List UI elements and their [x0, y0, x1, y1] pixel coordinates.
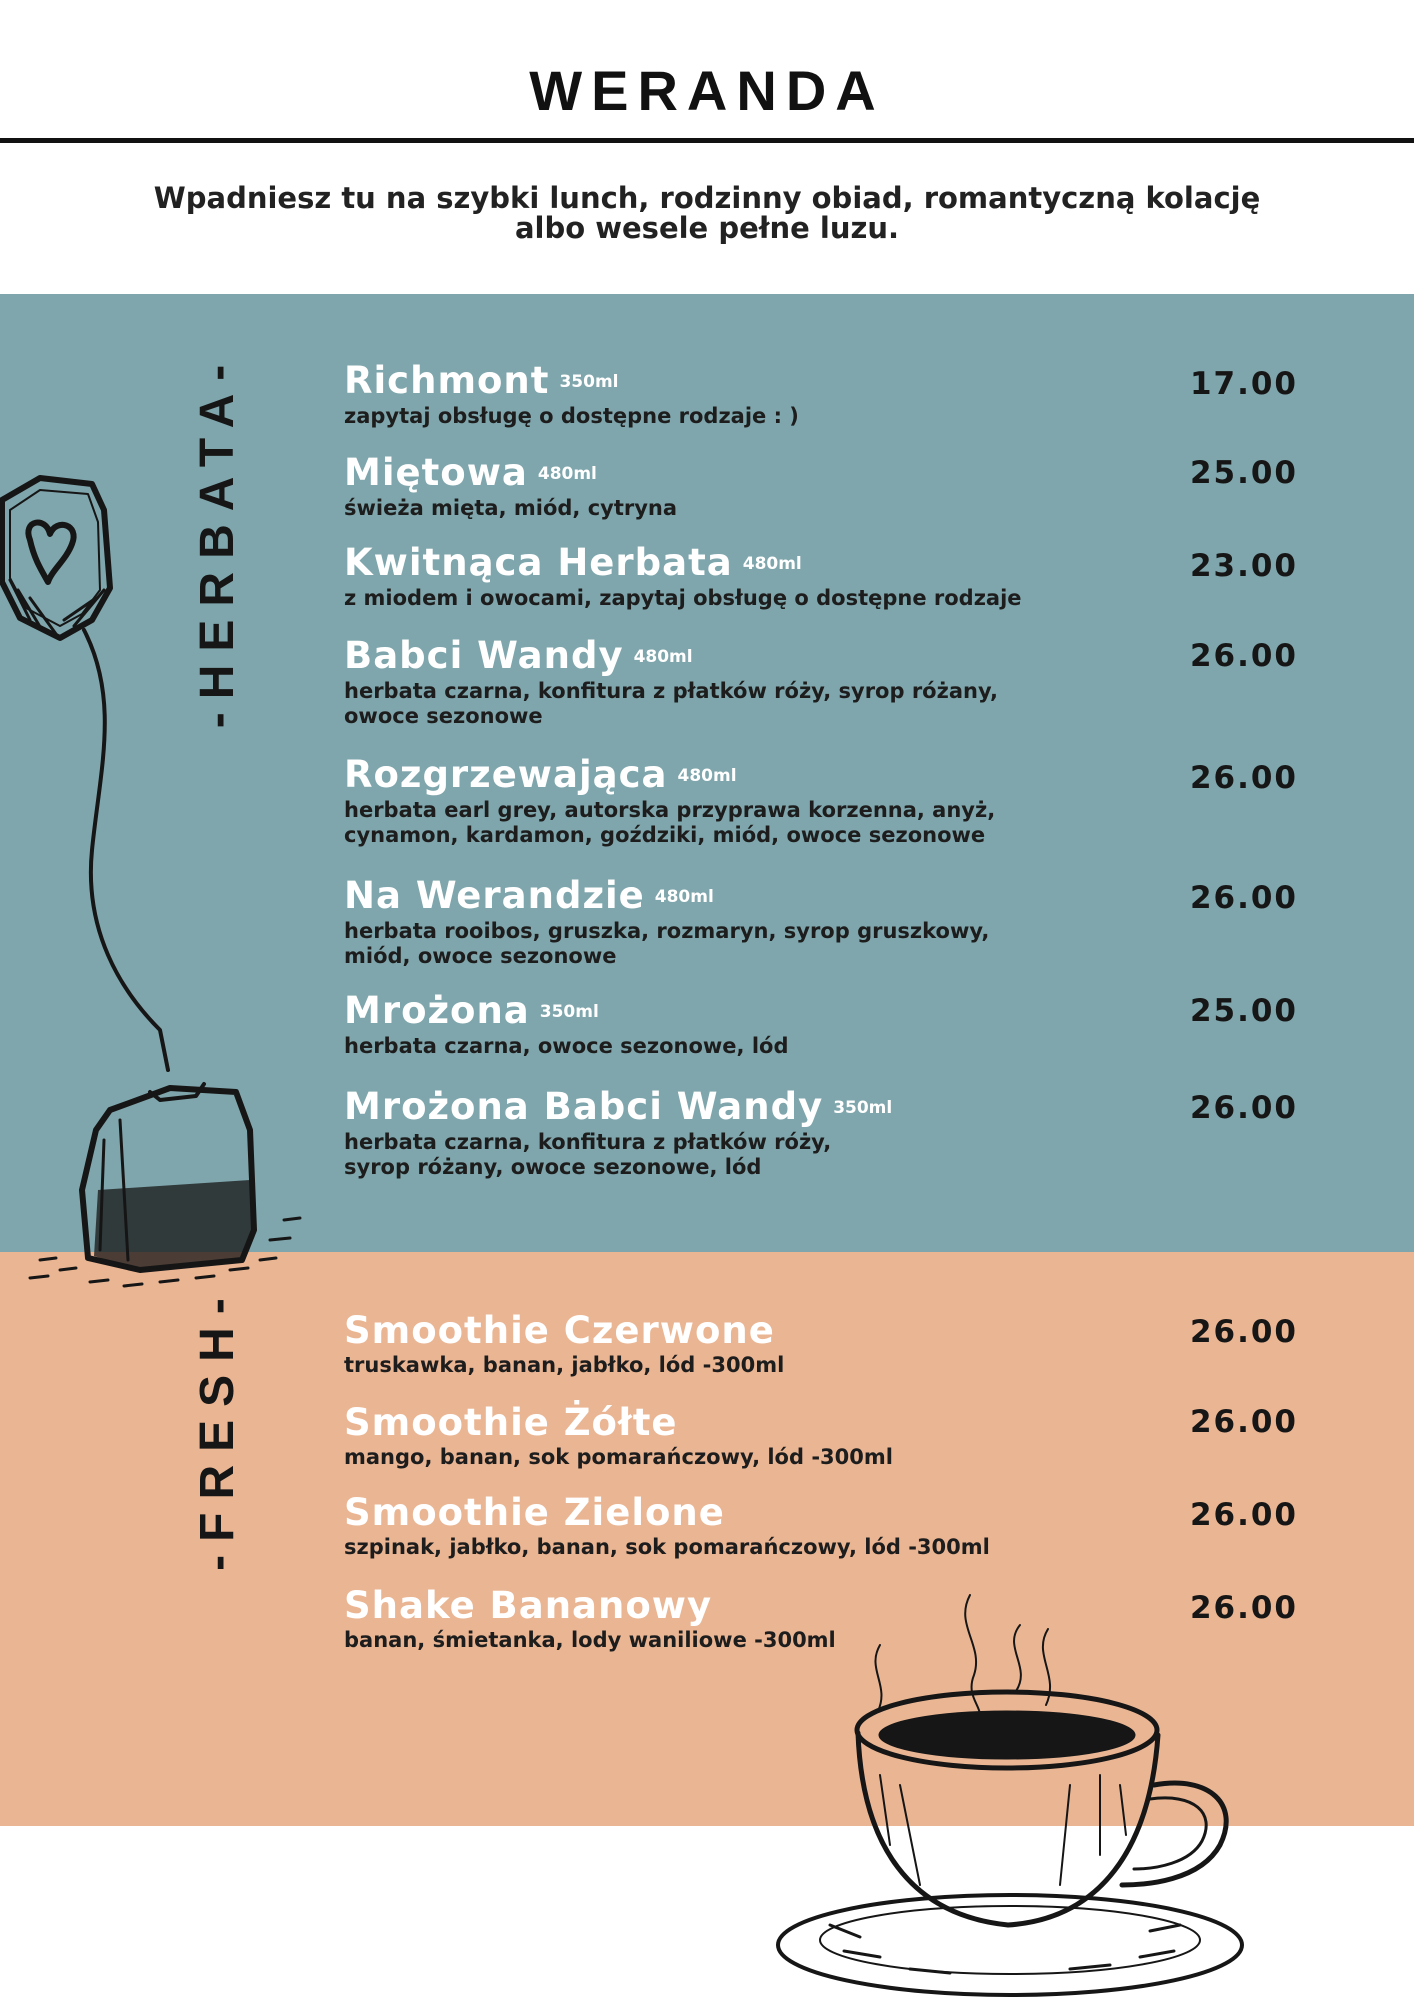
page-title: WERANDA: [529, 59, 885, 122]
item-name: Smoothie Zielone: [344, 1491, 725, 1534]
item-price: 26.00: [1189, 880, 1298, 916]
item-price: 26.00: [1189, 1090, 1298, 1126]
item-description-line-2: syrop różany, owoce sezonowe, lód: [344, 1155, 762, 1179]
item-name: Miętowa: [344, 451, 528, 494]
item-price: 26.00: [1189, 638, 1298, 674]
item-description-line-1: herbata czarna, konfitura z płatków róży, syrop różany,: [344, 679, 998, 703]
item-volume: 480ml: [633, 647, 693, 667]
item-name: Mrożona: [344, 989, 530, 1032]
intro-line-1: Wpadniesz tu na szybki lunch, rodzinny obiad, romantyczną kolację: [153, 181, 1261, 215]
item-volume: 350ml: [559, 372, 619, 392]
item-price: 26.00: [1189, 1590, 1298, 1626]
item-description: z miodem i owocami, zapytaj obsługę o dostępne rodzaje: [344, 586, 1022, 610]
item-description-line-1: herbata earl grey, autorska przyprawa korzenna, anyż,: [344, 798, 996, 822]
item-description-line-1: herbata czarna, konfitura z płatków róży,: [344, 1130, 832, 1154]
item-description: banan, śmietanka, lody waniliowe -300ml: [344, 1628, 836, 1652]
item-description-line-2: miód, owoce sezonowe: [344, 944, 617, 968]
item-volume: 350ml: [539, 1002, 599, 1022]
item-volume: 480ml: [654, 887, 714, 907]
item-description: truskawka, banan, jabłko, lód -300ml: [344, 1353, 785, 1377]
item-price: 26.00: [1189, 1314, 1298, 1350]
item-price: 23.00: [1189, 548, 1298, 584]
tea-bag-illustration: [0, 470, 340, 1290]
item-name: Na Werandzie: [344, 874, 645, 917]
item-volume: 480ml: [677, 766, 737, 786]
item-price: 26.00: [1189, 760, 1298, 796]
intro-text: [100, 183, 1314, 243]
item-description-line-1: herbata rooibos, gruszka, rozmaryn, syrop gruszkowy,: [344, 919, 990, 943]
item-description: herbata czarna, owoce sezonowe, lód: [344, 1034, 789, 1058]
item-name: Rozgrzewająca: [344, 753, 668, 796]
item-description: świeża mięta, miód, cytryna: [344, 496, 678, 520]
item-name: Richmont: [344, 359, 550, 402]
item-name: Kwitnąca Herbata: [344, 541, 733, 584]
item-name: Smoothie Czerwone: [344, 1309, 775, 1352]
intro-line-2: albo wesele pełne luzu.: [514, 211, 900, 245]
item-name: Babci Wandy: [344, 634, 624, 677]
item-price: 25.00: [1189, 455, 1298, 491]
item-description-line-2: cynamon, kardamon, goździki, miód, owoce sezonowe: [344, 823, 986, 847]
item-price: 17.00: [1189, 366, 1298, 402]
item-volume: 350ml: [833, 1098, 893, 1118]
item-description: zapytaj obsługę o dostępne rodzaje : ): [344, 404, 799, 428]
item-name: Smoothie Żółte: [344, 1401, 678, 1444]
item-volume: 480ml: [537, 464, 597, 484]
item-description: mango, banan, sok pomarańczowy, lód -300ml: [344, 1445, 893, 1469]
item-description: szpinak, jabłko, banan, sok pomarańczowy, lód -300ml: [344, 1535, 990, 1559]
item-volume: 480ml: [742, 554, 802, 574]
tea-section-label: -HERBATA-: [191, 351, 244, 729]
header-divider: [0, 138, 1414, 143]
fresh-section-label: -FRESH-: [191, 1285, 244, 1571]
item-name: Shake Bananowy: [344, 1584, 713, 1627]
item-price: 25.00: [1189, 993, 1298, 1029]
item-name: Mrożona Babci Wandy: [344, 1085, 824, 1128]
item-description-line-2: owoce sezonowe: [344, 704, 543, 728]
item-price: 26.00: [1189, 1497, 1298, 1533]
item-price: 26.00: [1189, 1404, 1298, 1440]
